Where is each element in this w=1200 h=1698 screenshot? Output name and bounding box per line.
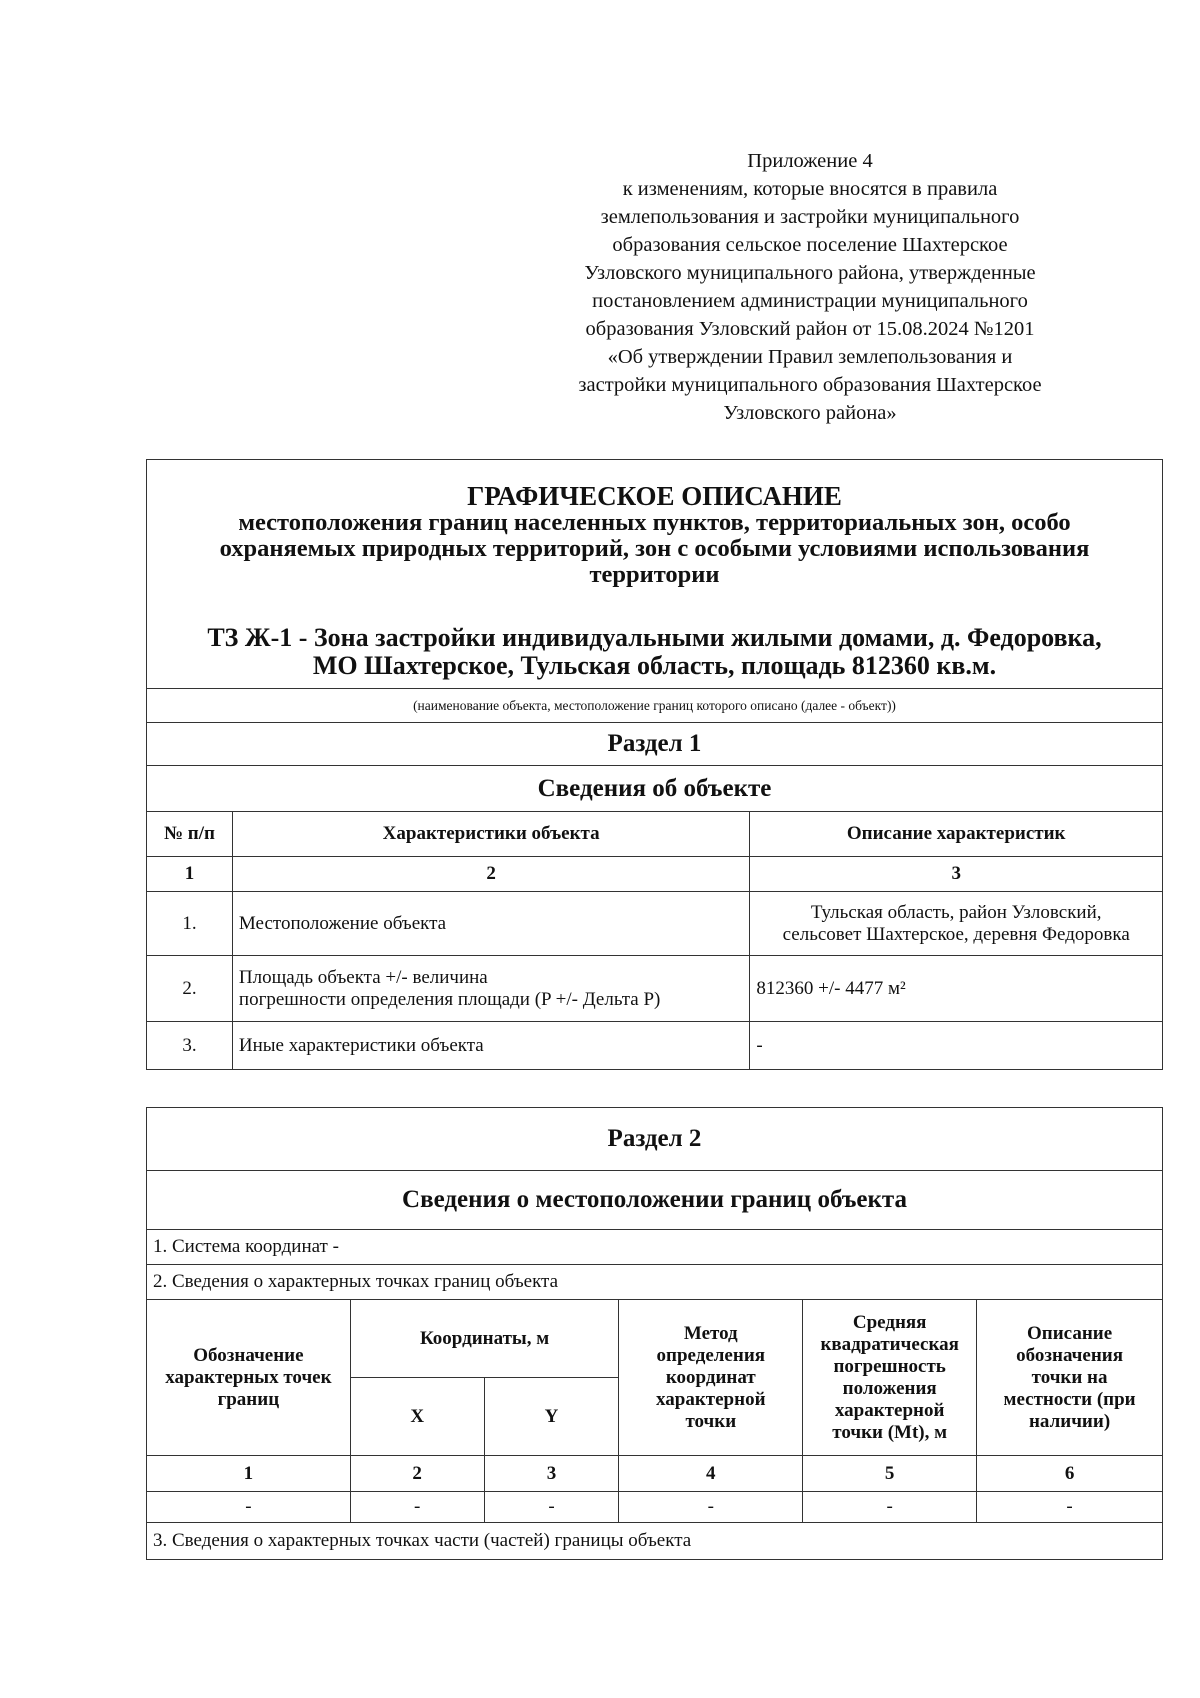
column-header-designation <box>147 1300 351 1456</box>
document-title-block <box>147 460 1163 689</box>
header-line: застройки муниципального образования Шахтерское <box>578 374 1042 396</box>
cell-line: Местоположение объекта <box>238 912 447 934</box>
column-number: 3 <box>484 1456 619 1492</box>
column-number: 5 <box>803 1456 977 1492</box>
appendix-header <box>520 147 1100 427</box>
column-header-description: Описание характеристик <box>750 812 1163 857</box>
coordinate-system: 1. Система координат - <box>147 1230 1163 1265</box>
header-text-line: точки (Mt), м <box>832 1421 948 1443</box>
header-line: «Об утверждении Правил землепользования и <box>607 346 1013 368</box>
column-number: 1 <box>147 1456 351 1492</box>
header-text-line: Описание <box>1026 1322 1113 1344</box>
header-text-line: обозначения <box>1016 1344 1124 1366</box>
header-text-line: характерной <box>656 1388 766 1410</box>
cell-line: Иные характеристики объекта <box>238 1034 484 1056</box>
section2-heading: Раздел 2 <box>147 1108 1163 1171</box>
row-characteristic <box>232 892 749 956</box>
cell-line: Площадь объекта +/- величина <box>238 966 488 988</box>
cell-line: сельсовет Шахтерское, деревня Федоровка <box>782 923 1130 945</box>
header-text-line: координат <box>665 1366 756 1388</box>
header-line: к изменениям, которые вносятся в правила <box>622 178 998 200</box>
section2-subheading: Сведения о местоположении границ объекта <box>147 1171 1163 1230</box>
object-name-note: (наименование объекта, местоположение границ которого описано (далее - объект)) <box>147 689 1163 723</box>
part-points-title: 3. Сведения о характерных точках части (частей) границы объекта <box>147 1523 1163 1560</box>
table-row <box>147 1492 1163 1523</box>
table-row <box>147 1022 1163 1070</box>
column-number: 1 <box>147 857 233 892</box>
document-subtitle-line: территории <box>589 561 720 588</box>
cell-line: Тульская область, район Узловский, <box>810 901 1102 923</box>
cell-line: 812360 +/- 4477 м² <box>756 977 906 999</box>
header-text-line: Обозначение <box>193 1344 304 1366</box>
row-number: 1. <box>147 892 233 956</box>
header-line: образования сельское поселение Шахтерское <box>612 234 1008 256</box>
document-title: ГРАФИЧЕСКОЕ ОПИСАНИЕ <box>467 481 842 511</box>
section1-subheading: Сведения об объекте <box>147 766 1163 812</box>
column-number: 4 <box>619 1456 803 1492</box>
header-line: Приложение 4 <box>747 150 873 172</box>
header-text-line: характерной <box>834 1399 945 1421</box>
header-text-line: погрешность <box>833 1355 946 1377</box>
header-line: образования Узловский район от 15.08.2024 №1201 <box>585 318 1035 340</box>
column-header-characteristics: Характеристики объекта <box>232 812 749 857</box>
table-row <box>147 892 1163 956</box>
section1-heading: Раздел 1 <box>147 723 1163 766</box>
section1-table <box>146 459 1163 1070</box>
header-text-line: наличии) <box>1028 1410 1111 1432</box>
table-row <box>147 956 1163 1022</box>
cell-value: - <box>803 1492 977 1523</box>
header-text-line: точки на <box>1031 1366 1108 1388</box>
cell-value: - <box>350 1492 484 1523</box>
row-characteristic <box>232 956 749 1022</box>
cell-line: - <box>756 1034 763 1056</box>
row-number: 2. <box>147 956 233 1022</box>
column-number: 3 <box>750 857 1163 892</box>
header-text-line: Средняя <box>852 1311 927 1333</box>
column-header-number: № п/п <box>147 812 233 857</box>
header-line: Узловского муниципального района, утвержденные <box>584 262 1036 284</box>
column-header-error <box>803 1300 977 1456</box>
cell-value: - <box>977 1492 1163 1523</box>
cell-value: - <box>484 1492 619 1523</box>
header-text-line: положения <box>842 1377 937 1399</box>
cell-line: погрешности определения площади (P +/- Дельта P) <box>238 988 661 1010</box>
object-name-line: МО Шахтерское, Тульская область, площадь 812360 кв.м. <box>312 651 997 680</box>
cell-value: - <box>147 1492 351 1523</box>
header-text-line: квадратическая <box>820 1333 959 1355</box>
header-text-line: Метод <box>683 1322 738 1344</box>
row-number: 3. <box>147 1022 233 1070</box>
header-line: постановлением администрации муниципального <box>592 290 1028 312</box>
header-text-line: точки <box>685 1410 737 1432</box>
object-name-line: ТЗ Ж-1 - Зона застройки индивидуальными жилыми домами, д. Федоровка, <box>207 623 1102 652</box>
header-text-line: характерных точек <box>165 1366 332 1388</box>
column-header-method <box>619 1300 803 1456</box>
header-line: Узловского района» <box>723 402 897 424</box>
header-line: землепользования и застройки муниципального <box>600 206 1020 228</box>
cell-value: - <box>619 1492 803 1523</box>
row-description <box>750 956 1163 1022</box>
column-header-x: X <box>350 1378 484 1456</box>
column-number: 2 <box>232 857 749 892</box>
document-subtitle-line: охраняемых природных территорий, зон с особыми условиями использования <box>219 535 1090 562</box>
header-text-line: местности (при <box>1003 1388 1136 1410</box>
column-number: 2 <box>350 1456 484 1492</box>
column-header-point-description <box>977 1300 1163 1456</box>
column-header-y: Y <box>484 1378 619 1456</box>
document-subtitle-line: местоположения границ населенных пунктов, территориальных зон, особо <box>238 509 1071 536</box>
row-description <box>750 1022 1163 1070</box>
header-text-line: границ <box>217 1388 280 1410</box>
header-text-line: определения <box>656 1344 766 1366</box>
column-number: 6 <box>977 1456 1163 1492</box>
row-description <box>750 892 1163 956</box>
section2-table <box>146 1107 1163 1560</box>
points-title: 2. Сведения о характерных точках границ объекта <box>147 1265 1163 1300</box>
column-header-coordinates: Координаты, м <box>350 1300 619 1378</box>
row-characteristic <box>232 1022 749 1070</box>
